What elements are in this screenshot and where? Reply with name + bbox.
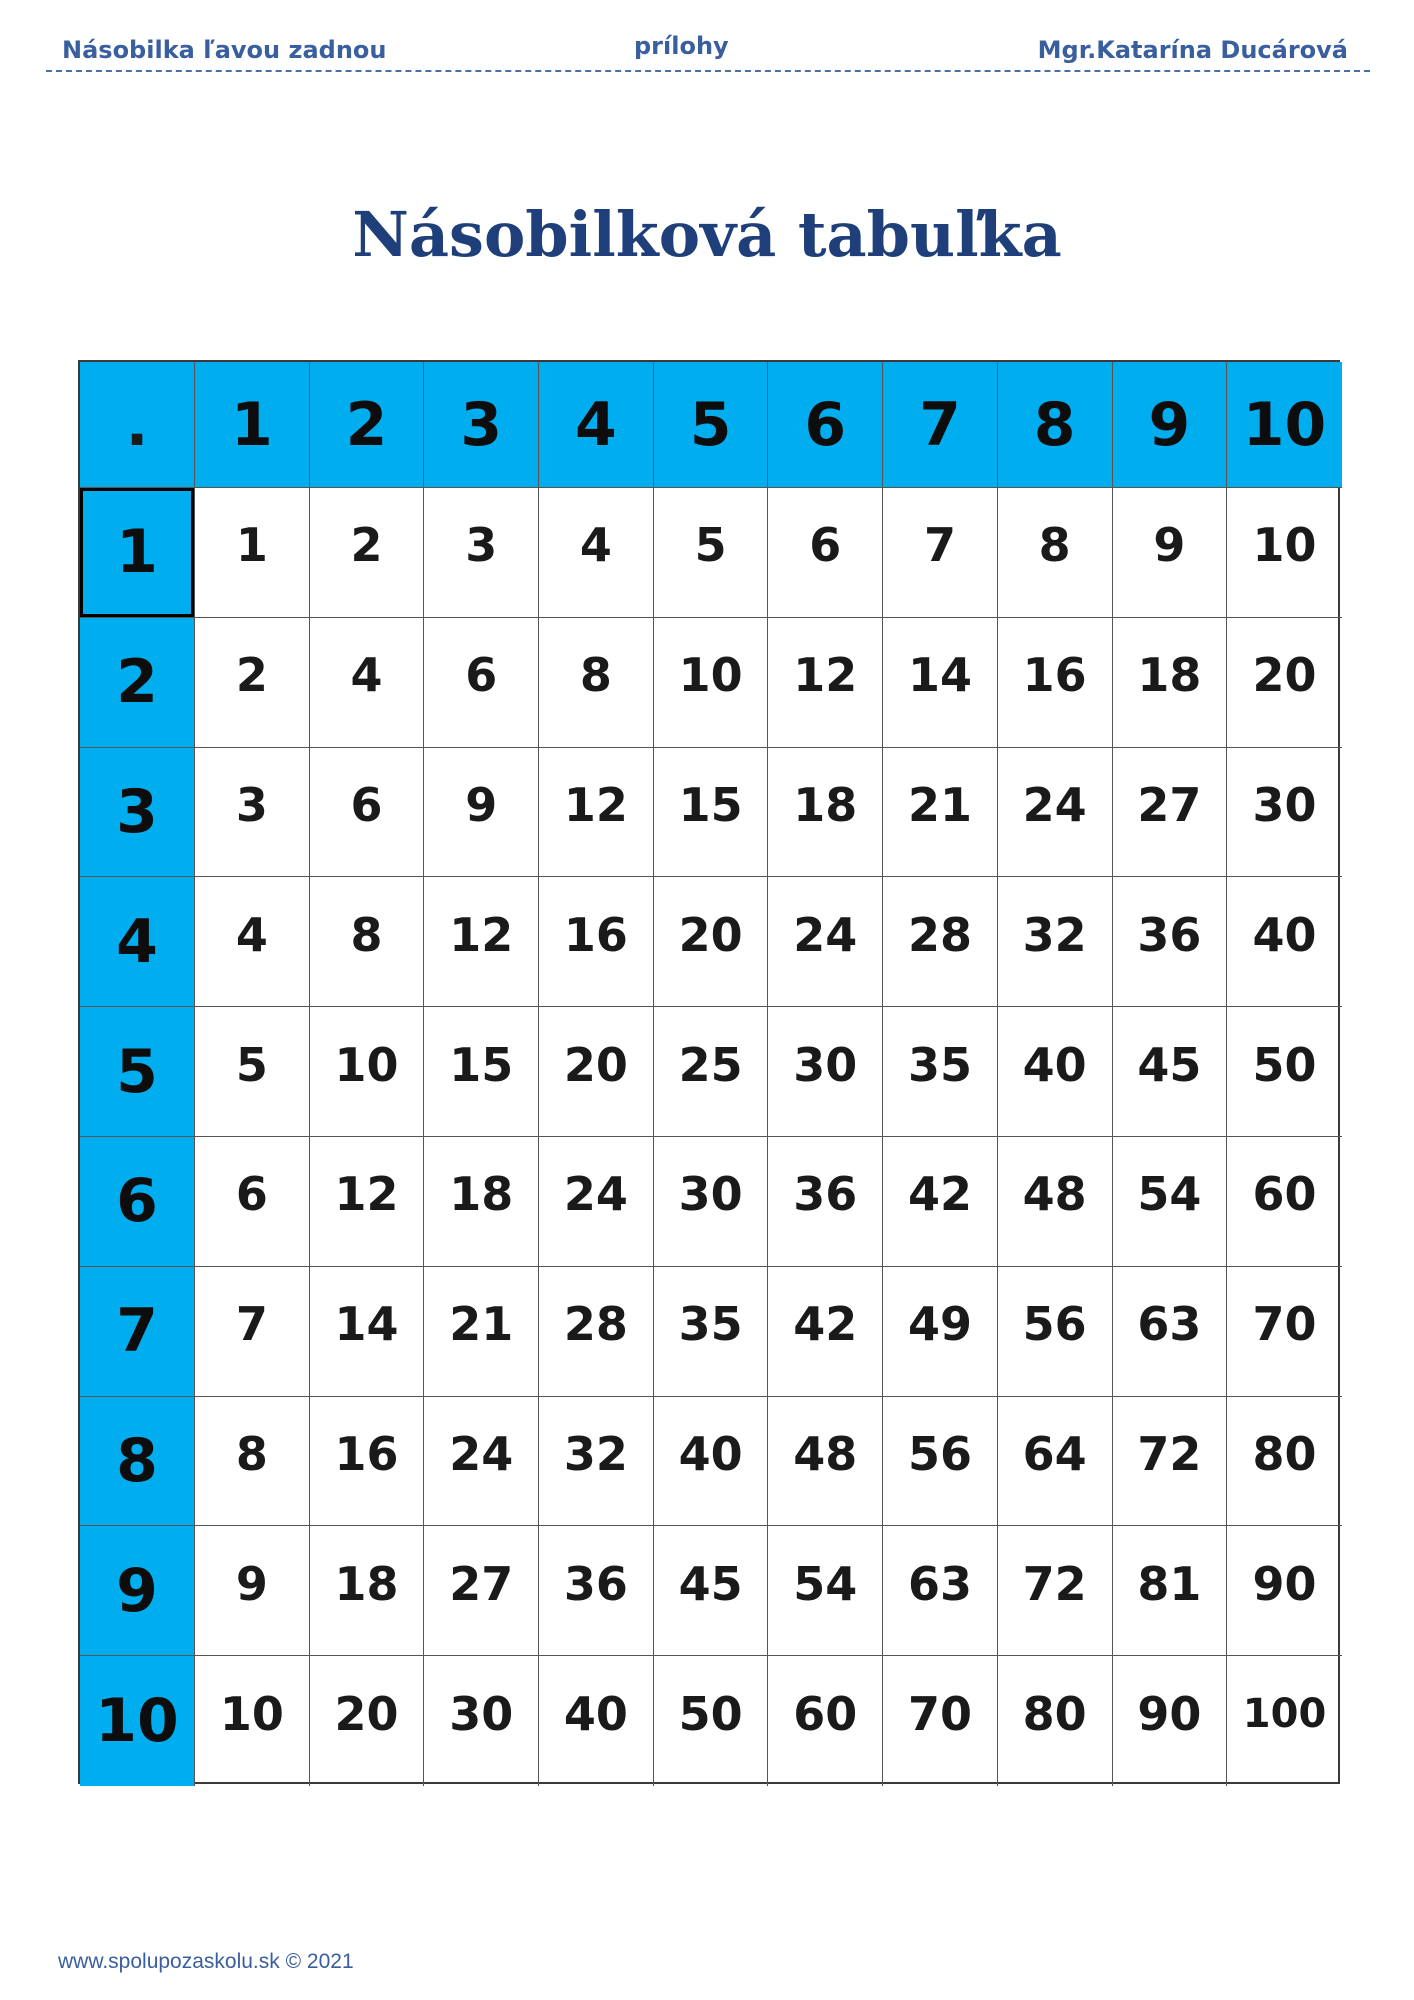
table-cell: 90 [1113, 1656, 1228, 1786]
table-cell: 27 [1113, 748, 1228, 878]
table-cell: 14 [310, 1267, 425, 1397]
table-cell: 4 [310, 618, 425, 748]
table-cell: 2 [310, 488, 425, 618]
table-cell: 20 [1227, 618, 1342, 748]
table-cell: 45 [654, 1526, 769, 1656]
table-cell: 64 [998, 1397, 1113, 1527]
table-cell: 7 [195, 1267, 310, 1397]
table-cell: 56 [998, 1267, 1113, 1397]
table-cell: 24 [768, 877, 883, 1007]
table-cell: 50 [1227, 1007, 1342, 1137]
table-cell: 5 [654, 488, 769, 618]
table-cell: 28 [539, 1267, 654, 1397]
table-cell: 20 [539, 1007, 654, 1137]
table-cell: 9 [1113, 488, 1228, 618]
table-cell: 10 [654, 618, 769, 748]
column-header-7: 7 [883, 362, 998, 488]
table-cell: 15 [654, 748, 769, 878]
table-cell: 8 [998, 488, 1113, 618]
table-cell: 6 [768, 488, 883, 618]
header-left-text: Násobilka ľavou zadnou [62, 36, 387, 64]
table-cell: 49 [883, 1267, 998, 1397]
row-header-5: 5 [80, 1007, 195, 1137]
table-cell: 60 [1227, 1137, 1342, 1267]
table-cell: 35 [654, 1267, 769, 1397]
table-cell: 25 [654, 1007, 769, 1137]
table-cell: 10 [1227, 488, 1342, 618]
table-cell: 4 [539, 488, 654, 618]
table-cell: 6 [424, 618, 539, 748]
table-cell: 20 [654, 877, 769, 1007]
column-header-10: 10 [1227, 362, 1342, 488]
table-cell: 50 [654, 1656, 769, 1786]
table-cell: 12 [424, 877, 539, 1007]
table-cell: 24 [998, 748, 1113, 878]
table-cell: 81 [1113, 1526, 1228, 1656]
table-cell: 8 [310, 877, 425, 1007]
table-cell: 21 [883, 748, 998, 878]
table-cell: 18 [424, 1137, 539, 1267]
table-cell: 4 [195, 877, 310, 1007]
table-cell: 14 [883, 618, 998, 748]
column-header-5: 5 [654, 362, 769, 488]
row-header-8: 8 [80, 1397, 195, 1527]
table-cell: 15 [424, 1007, 539, 1137]
table-cell: 30 [424, 1656, 539, 1786]
table-cell: 35 [883, 1007, 998, 1137]
table-cell: 32 [539, 1397, 654, 1527]
table-cell: 56 [883, 1397, 998, 1527]
table-cell: 9 [424, 748, 539, 878]
table-cell: 16 [539, 877, 654, 1007]
table-cell: 54 [1113, 1137, 1228, 1267]
table-cell: 24 [424, 1397, 539, 1527]
table-cell: 54 [768, 1526, 883, 1656]
table-cell: 7 [883, 488, 998, 618]
table-cell: 10 [310, 1007, 425, 1137]
table-cell: 5 [195, 1007, 310, 1137]
table-cell: 36 [768, 1137, 883, 1267]
table-cell: 3 [424, 488, 539, 618]
page-title: Násobilková tabuľka [352, 198, 1062, 271]
table-cell: 6 [310, 748, 425, 878]
table-cell: 28 [883, 877, 998, 1007]
table-cell: 18 [310, 1526, 425, 1656]
table-cell: 10 [195, 1656, 310, 1786]
table-cell: 18 [1113, 618, 1228, 748]
page-header [46, 28, 1370, 72]
table-cell: 80 [1227, 1397, 1342, 1527]
table-cell: 30 [654, 1137, 769, 1267]
table-cell: 48 [998, 1137, 1113, 1267]
header-center-text: prílohy [634, 32, 729, 60]
column-header-2: 2 [310, 362, 425, 488]
row-header-3: 3 [80, 748, 195, 878]
column-header-4: 4 [539, 362, 654, 488]
table-cell: 48 [768, 1397, 883, 1527]
table-cell: 100 [1242, 1691, 1327, 1738]
column-header-1: 1 [195, 362, 310, 488]
table-cell: 36 [1113, 877, 1228, 1007]
row-header-4: 4 [80, 877, 195, 1007]
table-cell: 80 [998, 1656, 1113, 1786]
row-header-10: 10 [80, 1656, 195, 1786]
table-cell: 24 [539, 1137, 654, 1267]
table-cell: 70 [1227, 1267, 1342, 1397]
table-cell: 72 [998, 1526, 1113, 1656]
table-cell: 36 [539, 1526, 654, 1656]
table-cell: 8 [539, 618, 654, 748]
table-cell: 60 [768, 1656, 883, 1786]
table-cell: 16 [310, 1397, 425, 1527]
table-cell: 30 [1227, 748, 1342, 878]
table-cell: 90 [1227, 1526, 1342, 1656]
column-header-9: 9 [1113, 362, 1228, 488]
row-header-7: 7 [80, 1267, 195, 1397]
table-cell: 32 [998, 877, 1113, 1007]
table-cell: 70 [883, 1656, 998, 1786]
table-cell: 1 [195, 488, 310, 618]
table-cell: 12 [310, 1137, 425, 1267]
header-author-text: Mgr.Katarína Ducárová [1037, 36, 1348, 64]
table-cell: 42 [883, 1137, 998, 1267]
footer-text: www.spolupozaskolu.sk © 2021 [58, 1950, 354, 1973]
table-cell: 63 [883, 1526, 998, 1656]
table-cell: 12 [768, 618, 883, 748]
table-cell: 40 [539, 1656, 654, 1786]
row-header-2: 2 [80, 618, 195, 748]
table-cell: 18 [768, 748, 883, 878]
row-header-6: 6 [80, 1137, 195, 1267]
table-cell: 40 [1227, 877, 1342, 1007]
table-cell: 16 [998, 618, 1113, 748]
row-header-9: 9 [80, 1526, 195, 1656]
table-cell: 6 [195, 1137, 310, 1267]
table-cell: 45 [1113, 1007, 1228, 1137]
table-cell: 12 [539, 748, 654, 878]
table-cell: 30 [768, 1007, 883, 1137]
column-header-6: 6 [768, 362, 883, 488]
table-cell: 8 [195, 1397, 310, 1527]
table-cell: 3 [195, 748, 310, 878]
table-cell: 72 [1113, 1397, 1228, 1527]
table-cell: 21 [424, 1267, 539, 1397]
column-header-3: 3 [424, 362, 539, 488]
table-cell: 27 [424, 1526, 539, 1656]
multiplication-table [78, 360, 1340, 1784]
table-cell: 63 [1113, 1267, 1228, 1397]
table-cell: 40 [998, 1007, 1113, 1137]
table-cell: 42 [768, 1267, 883, 1397]
table-cell: 20 [310, 1656, 425, 1786]
table-corner-cell: . [80, 362, 195, 488]
row-header-1: 1 [80, 488, 195, 618]
table-cell: 9 [195, 1526, 310, 1656]
table-cell: 2 [195, 618, 310, 748]
table-cell: 40 [654, 1397, 769, 1527]
column-header-8: 8 [998, 362, 1113, 488]
